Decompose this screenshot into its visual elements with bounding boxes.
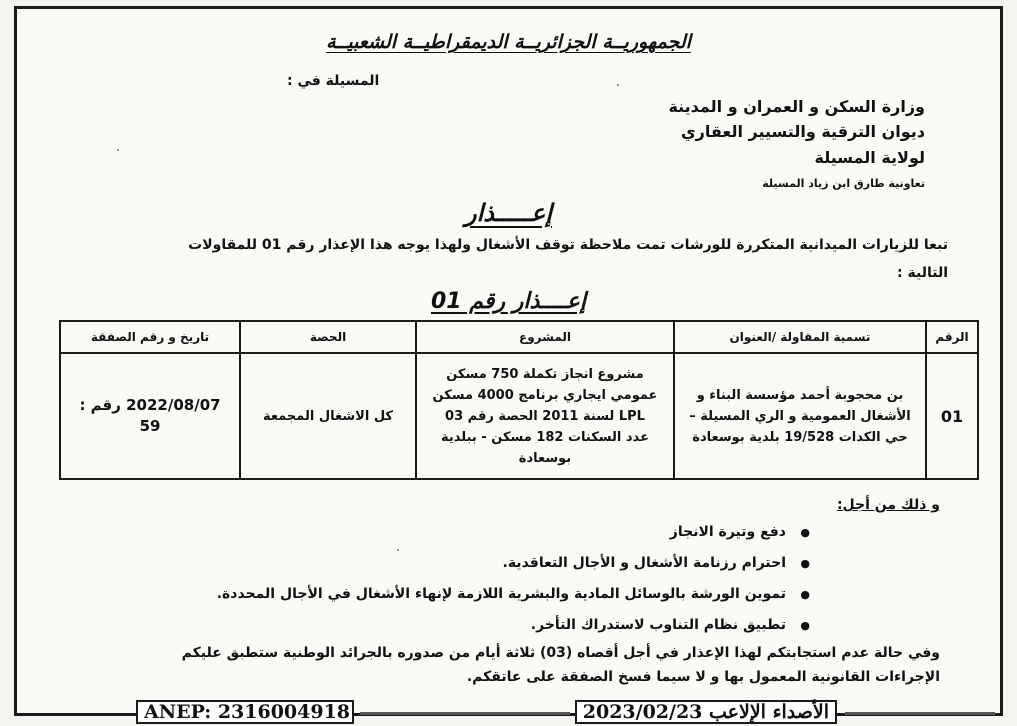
project-line: عدد السكنات 182 مسكن - ببلدية	[441, 429, 649, 445]
cell-project	[416, 353, 674, 479]
publication-stamp: الأصداء الإلاعب 2023/02/23	[575, 700, 837, 724]
project-line: بوسعادة	[518, 450, 572, 466]
contractor-line: حي الكدات 19/528 بلدية بوسعادة	[692, 429, 908, 445]
wilaya-name: لولاية المسيلة	[814, 148, 925, 167]
list-item: ● دفع وتيرة الانجاز	[217, 517, 810, 548]
header-project: المشروع	[416, 321, 674, 353]
list-item: ● احترام رزنامة الأشغال و الأجال التعاقدية.	[217, 548, 810, 579]
anep-stamp: ANEP: 2316004918	[136, 700, 354, 724]
scan-speck	[397, 549, 399, 551]
project-line: LPL لسنة 2011 الحصة رقم 03	[445, 408, 645, 424]
office-name: ديوان الترقية والتسيير العقاري	[681, 122, 925, 141]
cooperative-name: تعاونية طارق ابن زياد المسيلة	[762, 177, 925, 190]
header-num: الرقم	[926, 321, 978, 353]
intro-line-2: التالية :	[897, 265, 948, 281]
contractor-line: الأشغال العمومية و الري المسيلة –	[689, 408, 911, 424]
divider	[360, 712, 570, 715]
objectives-list	[217, 517, 810, 641]
notice-title: إعـــــذار	[465, 199, 552, 227]
project-line: عمومي ايجاري برنامج 4000 مسكن	[432, 387, 658, 403]
cell-date: 2022/08/07 رقم : 59	[60, 353, 240, 479]
place-date-line: المسيلة في :	[287, 73, 380, 89]
scan-speck	[617, 84, 619, 86]
divider	[845, 712, 995, 715]
closing-line-2: الإجراءات القانونية المعمول بها و لا سيما فسخ الصفقة على عاتقكم.	[466, 669, 940, 685]
cell-num: 01	[926, 353, 978, 479]
table-row	[60, 353, 978, 479]
header-date: تاريخ و رقم الصفقة	[60, 321, 240, 353]
list-item: ● تطبيق نظام التناوب لاستدراك التأخر.	[217, 610, 810, 641]
cell-contractor	[674, 353, 926, 479]
scan-speck	[117, 149, 119, 151]
header-contractor: تسمية المقاولة /العنوان	[674, 321, 926, 353]
republic-title: الجمهوريــة الجزائريــة الديمقراطيــة الشعبيــة	[326, 31, 691, 53]
notice-number-title: إعــــذار رقم 01	[430, 289, 587, 314]
contractors-table	[59, 320, 979, 480]
document-frame	[14, 6, 1003, 716]
header-lot: الحصة	[240, 321, 416, 353]
cell-lot: كل الاشغال المجمعة	[240, 353, 416, 479]
contractor-line: بن محجوبة أحمد مؤسسة البناء و	[696, 387, 904, 403]
project-line: مشروع انجاز تكملة 750 مسكن	[446, 366, 644, 382]
list-item: ● تموين الورشة بالوسائل المادية والبشرية اللازمة لإنهاء الأشغال في الأجال المحددة.	[217, 579, 810, 610]
closing-line-1: وفي حالة عدم استجابتكم لهذا الإعذار في أجل أقصاه (03) ثلاثة أيام من صدوره بالجرائد الوطنية ستطبق عليكم	[181, 645, 940, 661]
intro-line-1: تبعا للزيارات الميدانية المتكررة للورشات تمت ملاحظة توقف الأشغال ولهذا يوجه هذا الإعذار رقم 01 للمقاولات	[188, 237, 948, 253]
table-header-row	[60, 321, 978, 353]
ministry-name: وزارة السكن و العمران و المدينة	[668, 97, 925, 116]
objectives-heading: و ذلك من أجل:	[836, 497, 940, 513]
